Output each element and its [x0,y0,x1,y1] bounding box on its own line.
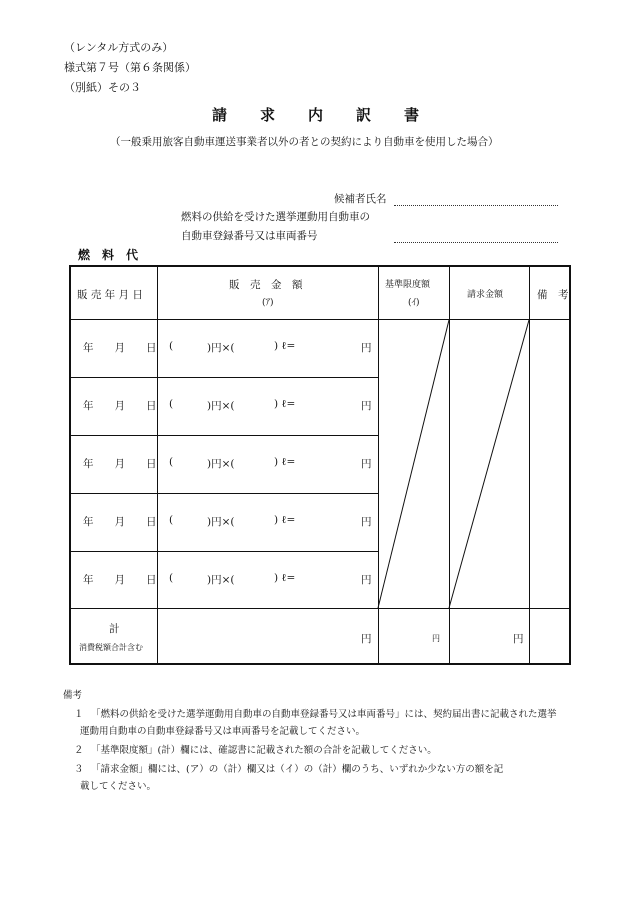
notes-list [0,706,630,806]
header-sales-amount: 販 売 金 額 [229,279,303,291]
header-base-limit: 基準限度額 [385,280,431,290]
total-limit-yen[interactable]: 円 [432,634,440,643]
candidate-name-label: 候補者氏名 [334,193,387,205]
note-text: 「燃料の供給を受けた選挙運動用自動車の自動車登録番号又は車両番号」には、契約届出書に記載された選挙 [91,709,557,720]
title-char: 内 [308,106,324,124]
row-unit-price[interactable]: )円×( [207,458,235,470]
row-unit-price[interactable]: )円×( [207,574,235,586]
fuel-cost-table [69,265,571,665]
header-attachment: （別紙）その３ [64,81,141,94]
row-date[interactable]: 年 月 日 [83,574,157,586]
row-date[interactable]: 年 月 日 [83,400,157,412]
row-yen: 円 [361,574,372,586]
total-amount-yen[interactable]: 円 [361,633,372,645]
title-char: 書 [404,106,420,124]
row-open-paren: ( [169,456,174,468]
row-open-paren: ( [169,572,174,584]
header-sales-amount-marker: (ｱ) [262,298,274,308]
total-sublabel: 消費税額合計含む [79,643,143,652]
page-title [0,104,630,124]
limit-column-slash [378,320,449,608]
header-sales-date: 販 売 年 月 日 [77,289,143,301]
row-yen: 円 [361,400,372,412]
row-open-paren: ( [169,398,174,410]
note-text: 「基準限度額」(計）欄には、確認書に記載された額の合計を記載してください。 [91,745,437,756]
row-yen: 円 [361,342,372,354]
total-claim-yen[interactable]: 円 [513,633,524,645]
row-quantity[interactable]: ) ℓ= [274,572,296,584]
note-number: ３ [74,764,84,775]
claim-column-slash [449,320,529,608]
notes-title: 備考 [63,690,83,701]
row-quantity[interactable]: ) ℓ= [274,340,296,352]
row-quantity[interactable]: ) ℓ= [274,514,296,526]
row-unit-price[interactable]: )円×( [207,516,235,528]
row-date[interactable]: 年 月 日 [83,516,157,528]
row-quantity[interactable]: ) ℓ= [274,456,296,468]
row-unit-price[interactable]: )円×( [207,342,235,354]
note-text-cont: 運動用自動車の自動車登録番号又は車両番号を記載してください。 [80,726,366,737]
note-number: １ [74,709,84,720]
section-title-fuel: 燃 料 代 [78,248,139,262]
vehicle-number-line[interactable] [394,242,558,243]
vehicle-label-line1: 燃料の供給を受けた選挙運動用自動車の [181,211,370,223]
header-rental-note: （レンタル方式のみ） [64,41,174,54]
total-label: 計 [109,623,120,635]
title-char: 請 [212,106,228,124]
note-number: ２ [74,745,84,756]
note-text-cont: 載してください。 [80,781,157,792]
header-claim-amount: 請求金額 [467,290,504,300]
row-quantity[interactable]: ) ℓ= [274,398,296,410]
header-form-number: 様式第７号（第６条関係） [64,61,196,74]
header-base-limit-marker: (ｲ) [408,298,420,308]
row-unit-price[interactable]: )円×( [207,400,235,412]
row-yen: 円 [361,516,372,528]
header-remarks: 備 考 [537,289,569,301]
note-text: 「請求金額」欄には、(ア）の（計）欄又は（イ）の（計）欄のうち、いずれか少ない方の額を記 [91,764,504,775]
row-date[interactable]: 年 月 日 [83,458,157,470]
row-open-paren: ( [169,340,174,352]
row-yen: 円 [361,458,372,470]
vehicle-label-line2: 自動車登録番号又は車両番号 [181,230,318,242]
row-open-paren: ( [169,514,174,526]
title-char: 求 [260,106,276,124]
row-date[interactable]: 年 月 日 [83,342,157,354]
candidate-name-line[interactable] [394,205,558,206]
page-subtitle: （一般乗用旅客自動車運送事業者以外の者との契約により自動車を使用した場合） [110,136,499,148]
title-char: 訳 [356,106,372,124]
